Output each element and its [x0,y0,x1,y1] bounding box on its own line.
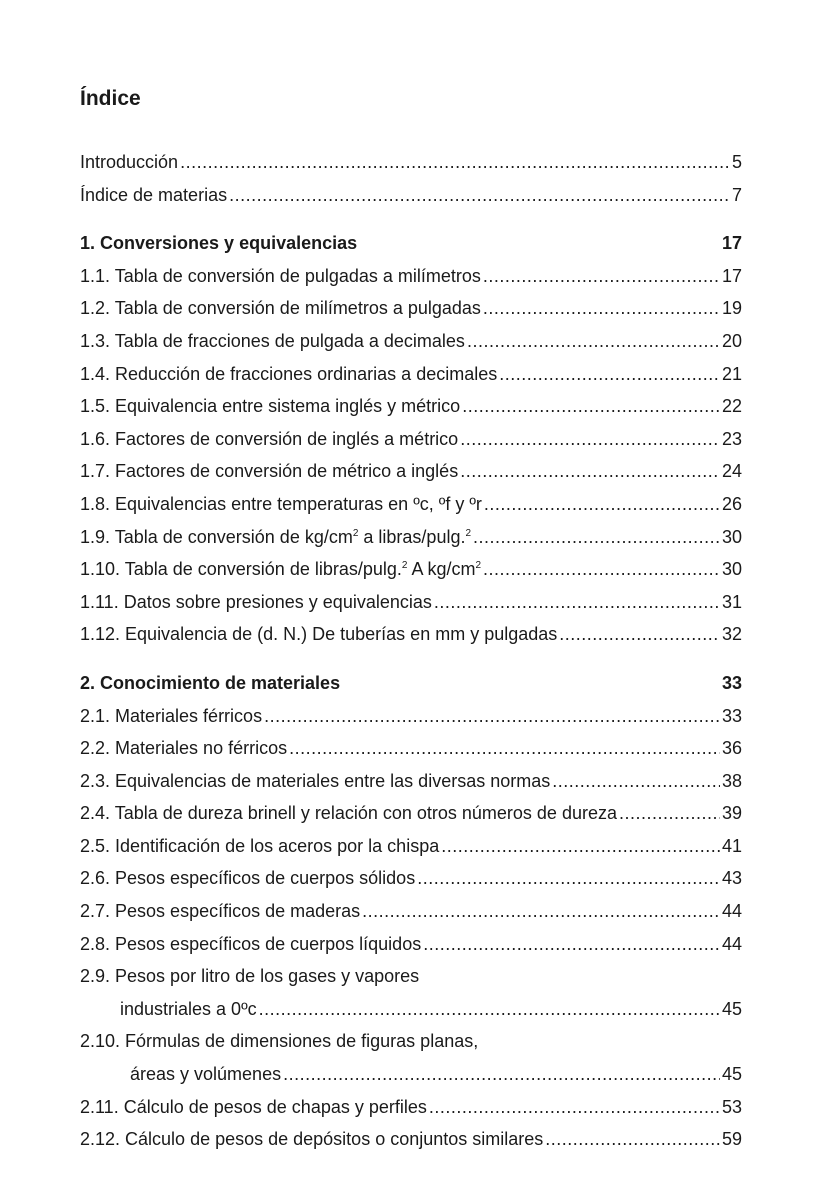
toc-entry-label: 2.4. Tabla de dureza brinell y relación con otros números de dureza [80,803,617,824]
dot-leader [460,423,720,456]
toc-entry-label: 1.10. Tabla de conversión de libras/pulg.$^2$ A $kg/cm^2$ [80,559,482,580]
dot-leader [545,1123,720,1156]
toc-entry-page: 17 [721,265,742,286]
toc-entry-label: 1.6. Factores de conversión de inglés a métrico [80,428,459,449]
section-heading-label: 1. Conversiones y equivalencias [80,233,358,254]
toc-entry-page: 32 [721,624,742,645]
toc-entry[interactable] [80,1058,742,1091]
toc-entry-page: 23 [721,428,742,449]
toc-entry-label: 1.12. Equivalencia de (d. N.) De tuberías en mm y pulgadas [80,624,558,645]
toc-entry-page: 43 [721,868,742,889]
toc-entry[interactable] [80,993,742,1026]
toc-entry-page: 53 [721,1096,742,1117]
toc-entry-page: 44 [721,901,742,922]
toc-entry-page: 5 [731,152,742,172]
toc-entry-label: 1.5. Equivalencia entre sistema inglés y métrico [80,396,461,417]
toc-entry-page: 20 [721,330,742,351]
toc-entry-label: 1.9. Tabla de conversión de $kg/cm^2$ a libras/pulg.$^2$ [80,526,472,547]
dot-leader [264,700,720,733]
toc-entry[interactable] [80,325,742,358]
toc-entry[interactable] [80,928,742,961]
toc-entry[interactable] [80,700,742,733]
toc-entry[interactable] [80,146,742,179]
dot-leader [484,488,720,521]
toc-entry[interactable] [80,862,742,895]
dot-leader [229,179,730,212]
dot-leader [559,618,720,651]
toc-entry-page: 45 [721,998,742,1019]
toc-entry[interactable] [80,179,742,212]
toc-entry-label: 2.12. Cálculo de pesos de depósitos o conjuntos similares [80,1129,544,1150]
dot-leader [483,292,720,325]
toc-entry[interactable] [80,553,742,586]
page-title: Índice [80,87,141,110]
dot-leader [619,797,720,830]
toc-entry-label: 1.7. Factores de conversión de métrico a inglés [80,461,459,482]
toc-entry-label: 1.4. Reducción de fracciones ordinarias a decimales [80,363,498,384]
toc-entry[interactable] [80,1123,742,1156]
toc-entry[interactable] [80,358,742,391]
toc-entry-first-line[interactable]: 2.9. Pesos por litro de los gases y vapores [80,966,420,987]
toc-entry-page: 44 [721,933,742,954]
dot-leader [259,993,720,1026]
toc-entry-page: 45 [721,1064,742,1085]
toc-entry-page: 41 [721,835,742,856]
section-heading[interactable] [80,667,742,700]
dot-leader [362,895,720,928]
toc-entry[interactable] [80,423,742,456]
toc-entry[interactable] [80,895,742,928]
toc-entry[interactable] [80,797,742,830]
dot-leader [552,765,720,798]
toc-entry[interactable] [80,830,742,863]
toc-entry-page: 36 [721,738,742,759]
toc-entry-label: 1.11. Datos sobre presiones y equivalencias [80,591,432,612]
toc-entry-label: 1.1. Tabla de conversión de pulgadas a milímetros [80,265,481,286]
toc-entry-page: 30 [721,559,742,580]
toc-entry-label: 1.8. Equivalencias entre temperaturas en ºc, ºf y ºr [80,493,482,514]
toc-entry-label: 2.6. Pesos específicos de cuerpos sólidos [80,868,416,889]
section-heading-label: 2. Conocimiento de materiales [80,672,341,693]
section-heading-page: 33 [721,672,742,693]
dot-leader [460,455,720,488]
dot-leader [289,732,720,765]
dot-leader [473,521,720,554]
toc-entry[interactable] [80,455,742,488]
toc-entry-page: 33 [721,705,742,726]
toc-entry-page: 7 [731,184,742,205]
toc-entry-label: 2.1. Materiales férricos [80,705,263,726]
toc-entry-label: 2.7. Pesos específicos de maderas [80,901,361,922]
dot-leader [499,358,720,391]
dot-leader [483,260,720,293]
toc-entry-label: 1.3. Tabla de fracciones de pulgada a decimales [80,330,465,351]
toc-entry-page: 26 [721,493,742,514]
toc-entry-label: Introducción [80,152,179,172]
toc-entry-label: industriales a 0ºc [120,998,257,1019]
toc-entry-page: 30 [721,526,742,547]
toc-entry[interactable] [80,1091,742,1124]
dot-leader [180,146,730,179]
dot-leader [423,928,720,961]
toc-entry-label: 2.3. Equivalencias de materiales entre las diversas normas [80,770,551,791]
toc-entry-page: 59 [721,1129,742,1150]
toc-entry[interactable] [80,732,742,765]
toc-entry[interactable] [80,765,742,798]
toc-entry[interactable] [80,521,742,554]
toc-entry-label: 2.8. Pesos específicos de cuerpos líquidos [80,933,422,954]
dot-leader [462,390,720,423]
dot-leader [441,830,720,863]
toc-entry[interactable] [80,586,742,619]
toc-entry-page: 19 [721,298,742,319]
toc-entry-page: 39 [721,803,742,824]
toc-entry-first-line[interactable]: 2.10. Fórmulas de dimensiones de figuras planas, [80,1031,479,1052]
toc-entry[interactable] [80,488,742,521]
index-page [80,84,742,1156]
toc-entry[interactable] [80,390,742,423]
toc-entry[interactable] [80,618,742,651]
toc-entry-label: 2.5. Identificación de los aceros por la chispa [80,835,440,856]
toc-entry-page: 31 [721,591,742,612]
dot-leader [429,1091,720,1124]
dot-leader [434,586,720,619]
toc-entry-label: áreas y volúmenes [130,1064,282,1085]
toc-entry-label: Índice de materias [80,184,228,205]
section-heading[interactable] [80,227,742,260]
dot-leader [417,862,720,895]
toc-entry-label: 2.11. Cálculo de pesos de chapas y perfiles [80,1096,427,1117]
section-heading-page: 17 [721,233,742,254]
toc-entry-label: 2.2. Materiales no férricos [80,738,288,759]
toc-entry-page: 38 [721,770,742,791]
dot-leader [467,325,720,358]
dot-leader [283,1058,720,1091]
toc-entry[interactable] [80,260,742,293]
toc-entry-page: 24 [721,461,742,482]
toc-entry[interactable] [80,292,742,325]
toc-entry-label: 1.2. Tabla de conversión de milímetros a pulgadas [80,298,481,319]
toc-entry-page: 22 [721,396,742,417]
toc-entry-page: 21 [721,363,742,384]
dot-leader [483,553,720,586]
